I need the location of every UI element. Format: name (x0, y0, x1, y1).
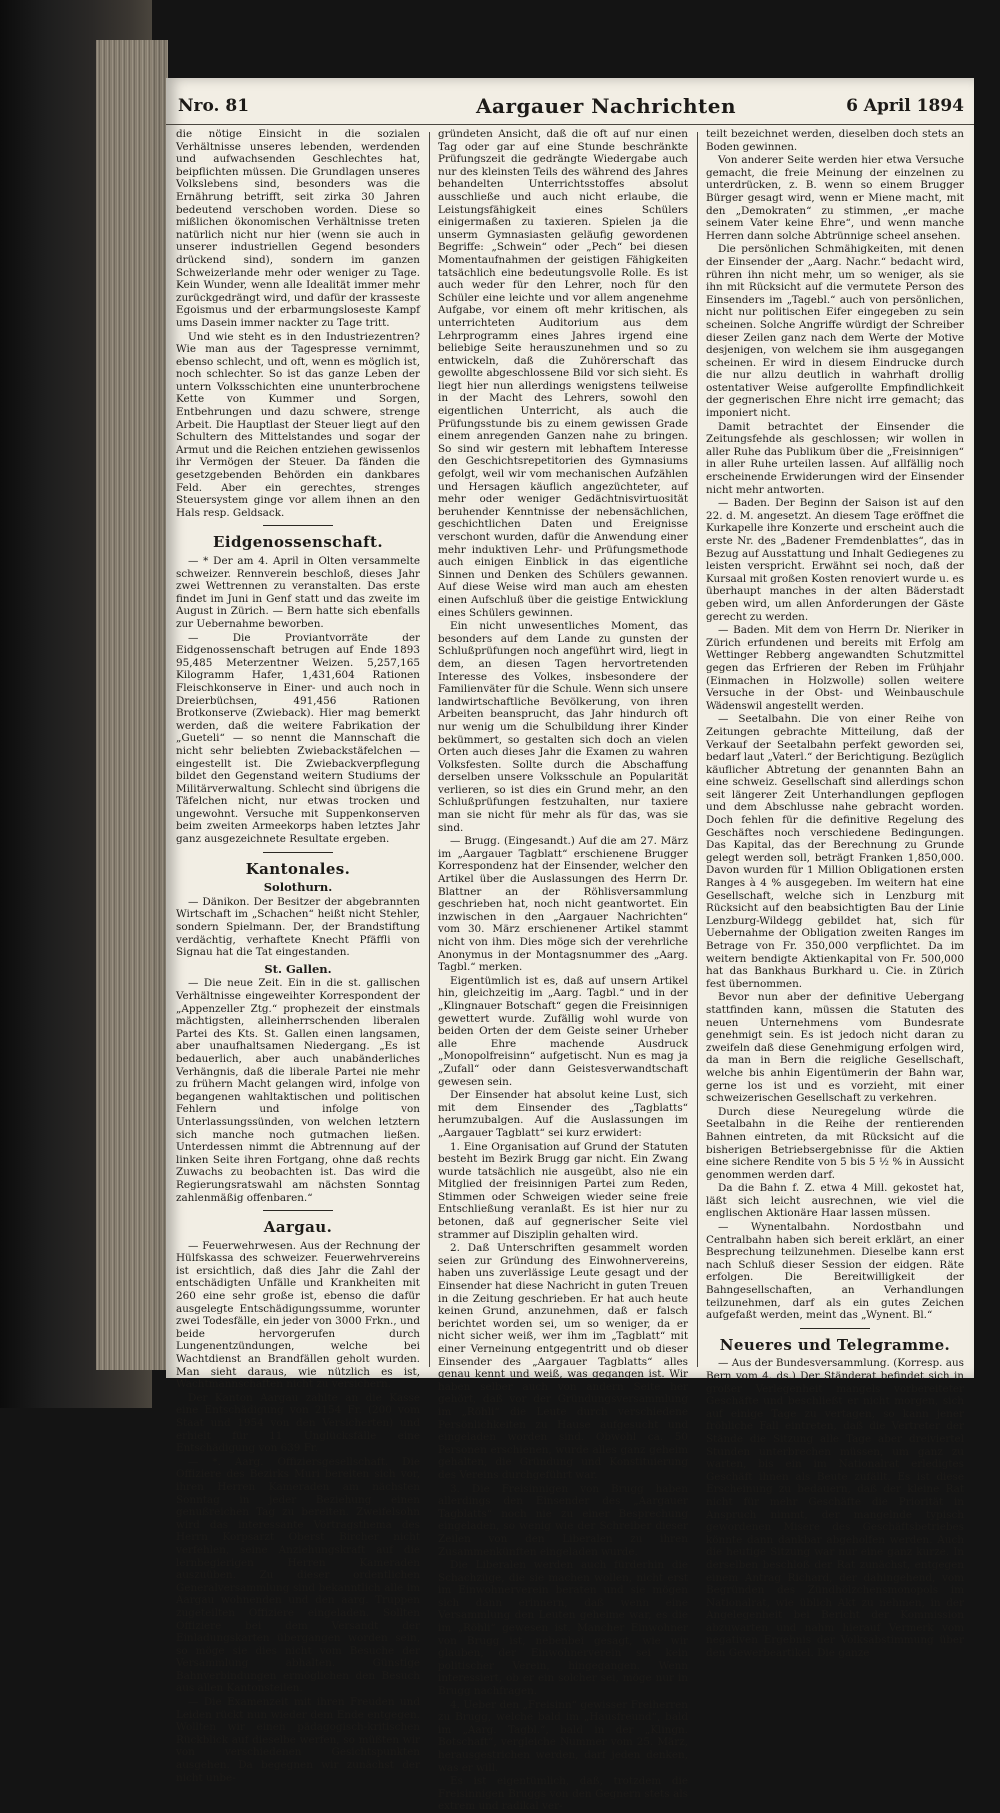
article-paragraph: Ein nicht unwesentliches Moment, das besonders auf dem Lande zu gunsten der Schlußprüfungen noch angeführt wird, liegt in dem, an diesen Tagen hervortretenden Interesse des Volkes, insbesondere der Familienväter für die Schule. Wenn sich unsere landwirtschaftliche Bevölkerung, von ihren Arbeiten beansprucht, das Jahr hindurch oft nur wenig um die Schulbildung ihrer Kinder bekümmert, so gestalten sich doch an vielen Orten auch dieses Jahr die Examen zu wahren Volksfesten. Sollte durch die Abschaffung derselben unsere Volksschule an Popularität verlieren, so ist dies ein Grund mehr, an den Schlußprüfungen festzuhalten, nur taxiere man sie nicht für mehr als für das, was sie sind. (438, 620, 688, 834)
article-paragraph: Die Liberalen werden auch fürderhin die Schachzüge, die sie machen wollen, nicht erst im Einwohnerverein beraten und sie mögen sich dann erinnern, daß wenn eine Versammlung den Leuten geheime war, es die im „Röhli“ gewesen ist. Mancher Einwohner von Brugg ist, nebenbei gesagt, wie wir glauben, der Einwohnerverein sei kein politischer Verein, hingegangen. Wenn interessiert, ob er ein solcher sei, möge nur in Brugg nachfragen. (438, 1559, 688, 1698)
article-paragraph: Da die Bahn f. Z. etwa 4 Mill. gekostet hat, läßt sich leicht ausrechnen, wie viel die englischen Aktionäre Haar lassen müssen. (706, 1182, 964, 1220)
column-divider (697, 132, 698, 1367)
section-heading: Aargau. (263, 1218, 333, 1237)
column-3 (706, 128, 964, 1660)
article-paragraph: — Die Proviantvorräte der Eidgenossenschaft betrugen auf Ende 1893 95,485 Meterzentner Weizen. 5,257,165 Kilogramm Hafer, 1,431,604 Rationen Fleischkonserve in Einer- und auch noch in Dreierbüchsen, 491,456 Rationen Brotkonserve (Zwieback). Hier mag bemerkt werden, daß die weitere Fabrikation der „Gueteli“ — so nennt die Mannschaft die nicht sehr beliebten Zwiebackstäfelchen — eingestellt ist. Die Zwiebackverpflegung bildet den Gegenstand weitern Studiums der Militärverwaltung. Schlecht sind übrigens die Täfelchen nicht, nur etwas trocken und ungewohnt. Versuche mit Suppenkonserven beim zweiten Armeekorps haben letztes Jahr ganz ausgezeichnete Resultate ergeben. (176, 631, 420, 846)
article-paragraph: — Baden. Mit dem von Herrn Dr. Nieriker in Zürich erfundenen und bereits mit Erfolg am Wettinger Rebberg angewandten Schutzmittel gegen das Erfrieren der Reben im Frühjahr (Einmachen in Holzwolle) sollen weitere Versuche in der Obst- und Weinbauschule Wädenswil angestellt werden. (706, 624, 964, 712)
book-spine (96, 40, 168, 1370)
newspaper-page (166, 78, 974, 1813)
article-paragraph: — Die neue Zeit. Ein in die st. gallischen Verhältnisse eingeweihter Korrespondent der „Appenzeller Ztg.“ prophezeit der einstmals mächtigsten, alleinherrschenden liberalen Partei des Kts. St. Gallen einen langsamen, aber unaufhaltsamen Niedergang. „Es ist bedauerlich, aber auch unabänderliches Verhängnis, daß die liberale Partei nie mehr zu frühern Macht gelangen wird, infolge von begangenen wahltaktischen und politischen Fehlern und infolge von Unterlassungssünden, von welchen letztern sich manche noch gutmachen ließen. Unterdessen nimmt die Abtrennung auf der linken Seite ihren Fortgang, ohne daß rechts Zuwachs zu beobachten ist. Das wird die Regierungsratswahl am nächsten Sonntag zahlenmäßig offenbaren.“ (176, 977, 420, 1204)
issue-number: Nro. 81 (178, 96, 250, 116)
article-paragraph: — Baden. Der Beginn der Saison ist auf den 22. d. M. angesetzt. An diesem Tage eröffnet die Kurkapelle ihre Konzerte und erscheint auch die erste Nr. des „Badener Fremdenblattes“, das in Bezug auf Ausstattung und Inhalt Gediegenes zu leisten verspricht. Erwähnt sei noch, daß der Kursaal mit großen Kosten renoviert wurde u. es überhaupt manches in der alten Bäderstadt geben wird, um allen Anforderungen der Gäste gerecht zu werden. (706, 497, 964, 623)
article-paragraph: — Seetalbahn. Die von einer Reihe von Zeitungen gebrachte Mitteilung, daß der Verkauf der Seetalbahn perfekt geworden sei, bedarf laut „Vaterl.“ der Berichtigung. Bezüglich käuflicher Abtretung der genannten Bahn an eine schweiz. Gesellschaft sind allerdings schon seit längerer Zeit Unterhandlungen gepflogen und dem Abschlusse nahe gebracht worden. Doch fehlen für die definitive Regelung des Geschäftes noch verschiedene Bedingungen. Das Kapital, das der Berechnung zu Grunde gelegt werden soll, beträgt Franken 1,850,000. Davon wurden für 1 Million Obligationen ersten Ranges à 4 % ausgegeben. Im weitern hat eine Gesellschaft, welche sich in Lenzburg mit Rücksicht auf den beabsichtigten Bau der Linie Lenzburg-Wildegg gebildet hat, sich für Uebernahme der Obligation zweiten Ranges im Betrage von Fr. 350,000 verpflichtet. Da im weitern bendigte Aktienkapital von Fr. 500,000 hat das Bankhaus Burkhard u. Cie. in Zürich fest übernommen. (706, 713, 964, 990)
column-divider (429, 132, 430, 1367)
article-paragraph: Es ist eigentümlich, daß, trotzdem die Freisinnigen Bruggs von den Gegnern stets als extrem und radikal ver- (438, 1775, 688, 1813)
article-paragraph: Durch diese Neuregelung würde die Seetalbahn in die Reihe der rentierenden Bahnen eintreten, da mit Rücksicht auf die bisherigen Betriebsergebnisse für die Aktien eine sichere Rendite von 5 bis 5 ½ % in Aussicht genommen werden darf. (706, 1105, 964, 1181)
subsection-heading: St. Gallen. (264, 961, 332, 976)
article-paragraph: Der Einsender hat absolut keine Lust, sich mit dem Einsender des „Tagblatts“ herumzubalgen. Auf die Auslassungen im „Aargauer Tagblatt“ sei kurz erwidert: (438, 1089, 688, 1139)
article-paragraph: — Wynentalbahn. Nordostbahn und Centralbahn haben sich bereit erklärt, an einer Besprechung teilzunehmen. Dieselbe kann erst nach Schluß dieser Session der eidgen. Räte erfolgen. Die Bereitwilligkeit der Bahngesellschaften, an Verhandlungen teilzunehmen, darf als ein gutes Zeichen aufgefaßt werden, meint das „Wynent. Bl.“ (706, 1221, 964, 1322)
divider (263, 852, 333, 853)
article-paragraph: 1. Eine Organisation auf Grund der Statuten besteht im Bezirk Brugg gar nicht. Ein Zwang wurde tatsächlich nie ausgeübt, also nie ein Mitglied der freisinnigen Partei zum Reden, Stimmen oder Schweigen wieder seine freie Entschließung veranlaßt. Es ist hier nur zu betonen, daß auf gegnerischer Seite viel strammer auf Disziplin gehalten wird. (438, 1140, 688, 1241)
article-paragraph: gründeten Ansicht, daß die oft auf nur einen Tag oder gar auf eine Stunde beschränkte Prüfungszeit die gedrängte Wiedergabe auch nur des kleinsten Teils des während des Jahres behandelten Unterrichtsstoffes absolut ausschließe und auch nicht erlaube, die Leistungsfähigkeit eines Schülers einigermaßen zu taxieren. Spielen ja die unserm Gymnasiasten geläufig gewordenen Begriffe: „Schwein“ oder „Pech“ bei diesen Momentaufnahmen der geistigen Fähigkeiten tatsächlich eine bedeutungsvolle Rolle. Es ist auch weder für den Lehrer, noch für den Schüler eine leichte und vor allem angenehme Aufgabe, vor einem oft mehr kritischen, als unterrichteten Auditorium aus dem Lehrprogramm eines Jahres irgend eine beliebige Seite herauszunehmen und so zu entwickeln, daß die Zuhörerschaft das gewollte abgeschlossene Bild vor sich sieht. Es liegt hier nun allerdings wenigstens teilweise in der Macht des Lehrers, sowohl den eigentlichen Unterricht, als auch die Prüfungsstunde bis zu einem gewissen Grade einem anregenden Ganzen nahe zu bringen. So sind wir gestern mit lebhaftem Interesse den Geschichtsrepetitorien des Gymnasiums gefolgt, weil wir vom mechanischen Aufzählen und Hersagen käuflich angezüchteter, auf mehr oder weniger Gedächtnisvirtuosität beruhender Kenntnisse der nebensächlichen, geschichtlichen Daten und Ereignisse verschont wurden, dafür die Anwendung einer mehr induktiven Lehr- und Prüfungsmethode auch einigen Einblick in das eigentliche Sinnen und Denken des Schülers gewannen. Auf diese Weise wird man auch am ehesten einen Aufschluß über die geistige Entwicklung eines Schülers gewinnen. (438, 128, 688, 619)
article-paragraph: 2. Daß Unterschriften gesammelt worden seien zur Gründung des Einwohnervereins, haben uns zuverlässige Leute gesagt und der Einsender hat diese Nachricht in guten Treuen in die Zeitung geschrieben. Er hat auch heute keinen Grund, anzunehmen, daß er falsch berichtet worden sei, um so weniger, da er nicht sicher weiß, wer ihm im „Tagblatt“ mit einer Verneinung entgegentritt und ob dieser Einsender des „Aargauer Tagblatts“ alles genau kennt und weiß, was gegangen ist. Wir haben selber auch von andern Seite her gehört, daß vor der Gründungsversammlung im „Röhli“ die Leute durch verschiedene Persönlichkeiten zu Hause aufgesucht und eingeladen worden sind. Obwohl ca. 50 Personen erschienen, wurde alles ganz geheim gehalten, die Gründung und Konstituierung des Vereins durchgeführt war. (438, 1242, 688, 1481)
newspaper-title: Aargauer Nachrichten (476, 94, 737, 118)
issue-date: 6 April 1894 (846, 96, 964, 116)
article-paragraph: — * Der am 4. April in Olten versammelte schweizer. Rennverein beschloß, dieses Jahr zwei Wettrennen zu veranstalten. Das erste findet im Juni in Genf statt und das zweite im August in Zürich. — Bern hatte sich ebenfalls zur Uebernahme beworben. (176, 555, 420, 630)
article-paragraph: 4. Ueber den „Freisinn“ gewisser Freiherren zu Brugg, welche bald im „Hausfreund“, bald im „Aarg. Tagbl.“, bald in der „Klingn. Botschaft“, vergleiche Nummer vom 25. März, herausgestrichen werden, darf jeden denken, was er will. (438, 1698, 688, 1774)
masthead (166, 90, 974, 125)
article-paragraph: — *. Aarg. Offiziersgesellschaft. Die Offiziere des Bezirks Muri bereiten sich vor, ihren Herren Kameraden am nächsten Sonntag in jeder Beziehung einen genußreichen Tag zu bereiten. Zweifelsohn wird das interessante Vortragsthema des Herrn Korpsarzt Oberst Bircher nicht verfehlen, seine Anziehungskraft auf die lernbegierigen Herren Kameraden auszuüben. Zu dieser ordentlichen Generalversammlung sind bekanntlich alle im Aargau wohnenden und den aarg. Truppen zugeteilten Offiziere eingeladen. Sollten Offiziere bei dem Versandt der Einladungskarten übergangen worden sein, so möge sie dies nicht vom Besuche der Versammlung abhalten. Günstige Bahnverbindungen ermöglichen den Besuch aus allen Kantonsteilen. (176, 1455, 420, 1695)
article-paragraph: Damit betrachtet der Einsender die Zeitungsfehde als geschlossen; wir wollen in aller Ruhe das Publikum über die „Freisinnigen“ in aller Ruhe urteilen lassen. Auf allfällig noch erscheinende Erwiderungen wird der Einsender nicht mehr antworten. (706, 420, 964, 496)
column-1 (176, 128, 420, 1784)
article-paragraph: — Aus der Bundesversammlung. (Korresp. aus Bern vom 4. ds.) Der Ständerat befindet sich in großer Verlegenheit mangels vorbereiteter Geschäfte und beschließt er nicht morgen, sich auf einige Tage zu vertagen, so kann jener fröhliche Fall eintreten, daß die Vertreter der Stände die Sitzung alle Tage aber dreiviertel Stunden unterbrechen müssen, um ganz zu warten, bis ein im Nationalrat erledigtes Geschäft ihnen als Beute zufällt. Es ist diese Erscheinung zu bedauern, daß der kleine Rat nicht für mehr Geschäfte die Priorität in Anspruch nimmt, der mangelnde typisch gewordenen Misere des Geschäftsbetriebes könnte dann dankbar abgeholfen werden. Auch die heutige Sitzung war nur eine ganz kurze. In derselben beschloß der Rat zunächst, entgegen einem Antrag Richard, der dahingehend, vom Begründen des Zündhölzchensmonopols im Nationalrat, wie üblich Akt zu nehmen, in der Angelegenheit bei Bericht der Kommission abzuwarten und nahm hierauf Vermerk vom negativen Ergebnis der Volksabstimmung über den Gewerbeartikel. Die ganze (706, 1357, 964, 1660)
divider (800, 1328, 870, 1329)
article-paragraph: — Dänikon. Der Besitzer der abgebrannten Wirtschaft im „Schachen“ heißt nicht Stehler, sondern Spielmann. Der, der Brandstiftung verdächtig, verhaftete Knecht Pfäffli von Signau hat die Tat eingestanden. (176, 895, 420, 959)
article-paragraph: Eigentümlich ist es, daß auf unsern Artikel hin, gleichzeitig im „Aarg. Tagbl.“ und in der „Klingnauer Botschaft“ gegen die Freisinnigen gewettert wurde. Zufällig wohl wurde von beiden Orten der dem Geiste seiner Urheber alle Ehre machende Ausdruck „Monopolfreisinn“ aufgetischt. Nun es mag ja „Zufall“ oder dann Geistesverwandtschaft gewesen sein. (438, 974, 688, 1088)
article-paragraph: — Brugg. (Eingesandt.) Auf die am 27. März im „Aargauer Tagblatt“ erschienene Brugger Korrespondenz hat der Einsender, welcher den Artikel über die Auslassungen des Herrn Dr. Blattner an der Röhlisversammlung geschrieben hat, noch nicht geantwortet. Ein inzwischen in den „Aargauer Nachrichten“ vom 30. März erschienener Artikel stammt nicht von ihm. Dies möge sich der verehrliche Anonymus in der Montagsnummer des „Aarg. Tagbl.“ merken. (438, 835, 688, 974)
article-paragraph: — Die Examenzeit mit ihren Freuden und Leiden rückt nun wieder dem Ende entgegen. Wollten wir einen pädagogisch-kritischen Rückblick auf dieselbe werfen, so müßten wir von verschiedenen Gesichtspunkten ausgehen. Da begegnen wir zunächst der nicht unbe- (176, 1696, 420, 1784)
section-heading: Kantonales. (245, 859, 351, 878)
article-paragraph: Der Kanton Aargau zahlte an die Kasse eine Entschädigung von 2154 Fr. (200 vom Staat und 1954 von den Versicherten) und erhielt für 11 Unglücksfälle eine Entschädigung von 639 Fr. (176, 1391, 420, 1455)
article-paragraph: teilt bezeichnet werden, dieselben doch stets an Boden gewinnen. (706, 128, 964, 153)
article-paragraph: 3. Die Freisinnigen von Brugg haben allerdings den Einsender des „Aargauer Tagblatts“ noch nie zu einer Besprechung eingeladen, so wenig wie der Schreiber dieser Zeilen von den Liberalen zu ihren Zusammenkünften eingeladen wurde. (438, 1482, 688, 1558)
column-2 (438, 128, 688, 1813)
subsection-heading: Solothurn. (263, 880, 333, 895)
text-columns (166, 128, 974, 1813)
section-heading: Neueres und Telegramme. (719, 1335, 951, 1354)
section-heading: Eidgenossenschaft. (213, 533, 383, 552)
divider (263, 1210, 333, 1211)
article-paragraph: Bevor nun aber der definitive Uebergang stattfinden kann, müssen die Statuten des neuen Unternehmens vom Bundesrate genehmigt sein. Es ist jedoch nicht daran zu zweifeln daß diese Genehmigung erfolgen wird, da man in Bern die reigliche Gesellschaft, welche bis anhin Eigentümerin der Bahn war, gerne los ist und es vorzieht, mit einer schweizerischen Gesellschaft zu verkehren. (706, 991, 964, 1105)
article-paragraph: — Feuerwehrwesen. Aus der Rechnung der Hülfskassa des schweizer. Feuerwehrvereins ist ersichtlich, daß dies Jahr die Zahl der entschädigten Unfälle und Krankheiten mit 260 eine sehr große ist, ebenso die dafür ausgelegte Entschädigungssumme, worunter zwei Todesfälle, ein jeder von 3000 Frkn., und beide hervorgerufen durch Lungenentzündungen, welche bei Wachtdienst an Brandfällen geholt wurden. Man sieht daraus, wie nützlich es ist, Wachtmannschaften nicht zu versichern. (176, 1239, 420, 1391)
divider (263, 525, 333, 526)
article-paragraph: Die persönlichen Schmähigkeiten, mit denen der Einsender der „Aarg. Nachr.“ bedacht wird, rühren ihn nicht mehr, um so weniger, als sie ihn mit Rücksicht auf die vermutete Person des Einsenders im „Tagebl.“ auch von persönlichen, nicht nur politischen Eifer eingegeben zu sein scheinen. Solche Angriffe würdigt der Schreiber dieser Zeilen ganz nach dem Werte der Motive desjenigen, von welchem sie ihm ausgegangen scheinen. Er wird in diesem Eindrucke durch die nur allzu deutlich in wahrhaft drollig ostentativer Weise aufgerollte Empfindlichkeit der gegnerischen Ehre nicht irre gemacht; das imponiert nicht. (706, 243, 964, 420)
article-paragraph: die nötige Einsicht in die sozialen Verhältnisse unseres lebenden, werdenden und aufwachsenden Geschlechtes hat, beipflichten müssen. Die Grundlagen unseres Volkslebens sind, besonders was die Ernährung betrifft, seit zirka 30 Jahren bedeutend verschoben worden. Diese so mißlichen ökonomischen Verhältnisse treten natürlich nicht nur hier (wenn sie auch in unserer industriellen Gegend besonders drückend sind), sondern im ganzen Schweizerlande mehr oder weniger zu Tage. Kein Wunder, wenn alle Idealität immer mehr zurückgedrängt wird, und dafür der krasseste Egoismus und der erbarmungsloseste Kampf ums Dasein immer nackter zu Tage tritt. (176, 128, 420, 329)
article-paragraph: Und wie steht es in den Industriezentren? Wie man aus der Tagespresse vernimmt, ebenso schlecht, und oft, wenn es möglich ist, noch schlechter. So ist das ganze Leben der untern Volksschichten eine ununterbrochene Kette von Kummer und Sorgen, Entbehrungen und dazu schwere, strenge Arbeit. Die Hauptlast der Steuer liegt auf den Schultern des Mittelstandes und sogar der Armut und die Reichen entziehen gewissenlos ihr Vermögen der Steuer. Da fänden die gesetzgebenden Behörden ein dankbares Feld. Aber ein gerechtes, strenges Steuersystem ginge vor allem ihnen an den Hals resp. Geldsack. (176, 330, 420, 519)
article-paragraph: Von anderer Seite werden hier etwa Versuche gemacht, die freie Meinung der einzelnen zu unterdrücken, z. B. wenn so einem Brugger Bürger gesagt wird, wenn er Miene macht, mit den „Demokraten“ zu stimmen, „er mache seinem Vater keine Ehre“, und wenn manche Herren dann solche Abtrünnige scheel ansehen. (706, 154, 964, 242)
